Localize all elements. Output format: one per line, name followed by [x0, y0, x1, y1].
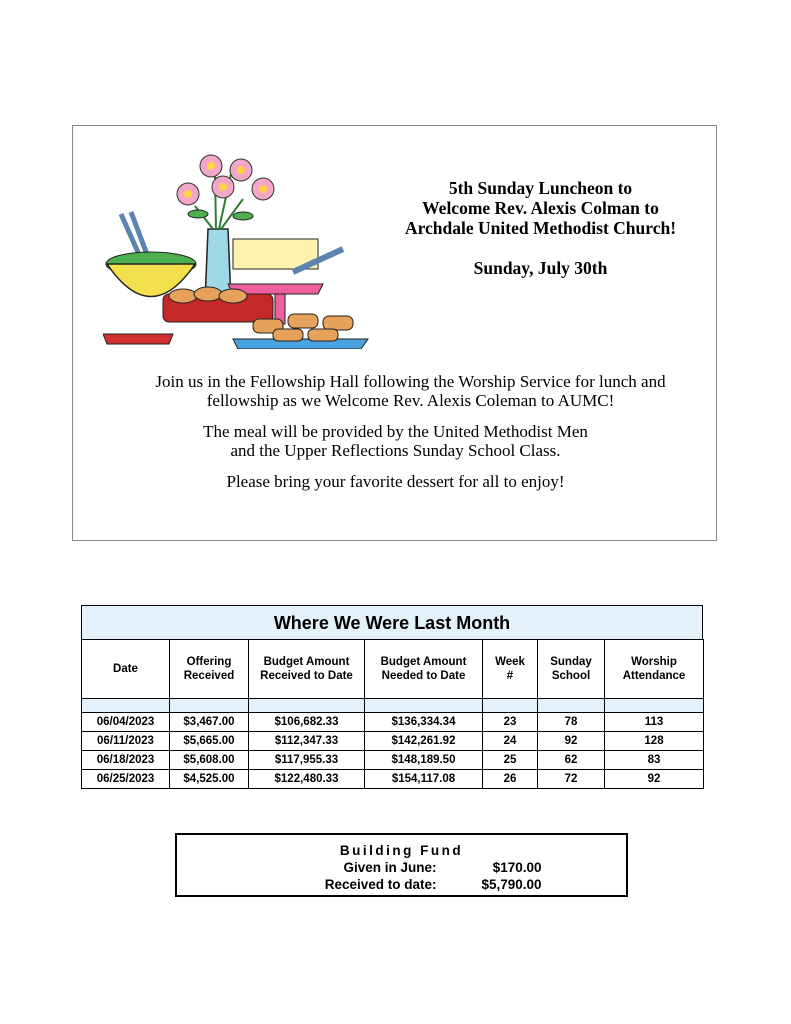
given-row [177, 859, 626, 876]
table-cell: 113 [605, 713, 704, 732]
event-date: Sunday, July 30th [473, 258, 608, 278]
stats-title: Where We Were Last Month [81, 605, 703, 639]
table-cell: $112,347.33 [249, 732, 365, 751]
table-cell: $3,467.00 [170, 713, 249, 732]
table-cell: $5,608.00 [170, 751, 249, 770]
table-row [82, 713, 704, 732]
invitation-paragraph [73, 372, 718, 410]
announcement-body [73, 372, 718, 503]
column-header: Sunday School [538, 640, 605, 699]
table-row [82, 751, 704, 770]
given-value: $170.00 [492, 860, 542, 875]
table-cell: $148,189.50 [365, 751, 483, 770]
building-fund-title: Building Fund [339, 843, 464, 858]
table-cell: $122,480.33 [249, 770, 365, 789]
table-cell: $154,117.08 [365, 770, 483, 789]
table-cell: $136,334.34 [365, 713, 483, 732]
table-cell: 25 [483, 751, 538, 770]
table-cell: 06/18/2023 [82, 751, 170, 770]
stats-table [81, 605, 703, 789]
table-cell: 78 [538, 713, 605, 732]
table-cell: 06/25/2023 [82, 770, 170, 789]
text-line: The meal will be provided by the United Methodist Men [203, 422, 588, 441]
text-line: Join us in the Fellowship Hall following the Worship Service for lunch and [155, 372, 666, 391]
table-cell: 92 [538, 732, 605, 751]
luncheon-flyer [72, 125, 717, 541]
table-cell: 72 [538, 770, 605, 789]
headline-line: Welcome Rev. Alexis Colman to [422, 198, 659, 218]
red-tray [103, 334, 173, 344]
received-row [177, 876, 626, 893]
table-cell: 24 [483, 732, 538, 751]
received-label: Received to date: [324, 877, 437, 892]
text-line: fellowship as we Welcome Rev. Alexis Coleman to AUMC! [206, 391, 615, 410]
table-cell: $117,955.33 [249, 751, 365, 770]
flower-vase [177, 155, 274, 302]
column-header: Budget Amount Needed to Date [365, 640, 483, 699]
table-cell: $4,525.00 [170, 770, 249, 789]
table-cell: 23 [483, 713, 538, 732]
headline-line: 5th Sunday Luncheon to [448, 178, 633, 198]
stats-grid [81, 639, 704, 789]
table-cell: 62 [538, 751, 605, 770]
headline-line: Archdale United Methodist Church! [404, 218, 677, 238]
luncheon-headline [363, 178, 718, 278]
table-cell: 83 [605, 751, 704, 770]
table-cell: $5,665.00 [170, 732, 249, 751]
salad-bowl [106, 212, 196, 297]
column-header: Offering Received [170, 640, 249, 699]
header-row [82, 640, 704, 699]
column-header: Week # [483, 640, 538, 699]
table-row [82, 770, 704, 789]
table-row [82, 732, 704, 751]
building-fund-box [175, 833, 628, 897]
received-value: $5,790.00 [481, 877, 542, 892]
text-line: and the Upper Reflections Sunday School Class. [230, 441, 561, 460]
dessert-paragraph: Please bring your favorite dessert for all to enjoy! [226, 472, 565, 491]
column-header: Worship Attendance [605, 640, 704, 699]
table-cell: 06/04/2023 [82, 713, 170, 732]
given-label: Given in June: [343, 860, 437, 875]
buffet-illustration [103, 154, 373, 349]
table-cell: 128 [605, 732, 704, 751]
column-header: Budget Amount Received to Date [249, 640, 365, 699]
table-cell: $106,682.33 [249, 713, 365, 732]
spacer-row [82, 699, 704, 713]
column-header: Date [82, 640, 170, 699]
table-cell: 06/11/2023 [82, 732, 170, 751]
table-cell: 92 [605, 770, 704, 789]
meal-paragraph [73, 422, 718, 460]
table-cell: $142,261.92 [365, 732, 483, 751]
table-cell: 26 [483, 770, 538, 789]
